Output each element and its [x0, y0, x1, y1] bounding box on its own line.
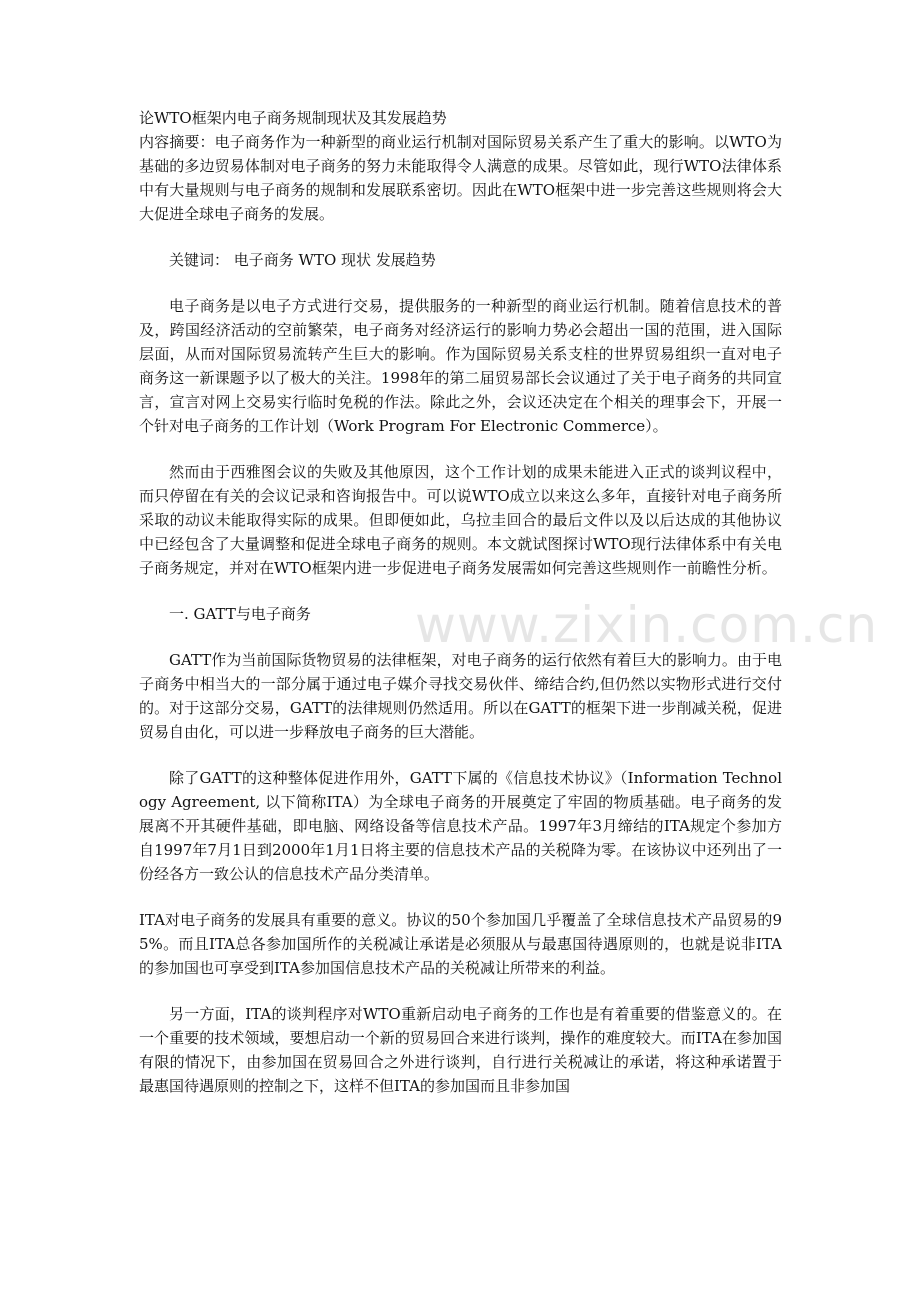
spacer [139, 744, 782, 766]
spacer [139, 980, 782, 1002]
keywords-line: 关键词： 电子商务 WTO 现状 发展趋势 [169, 251, 436, 269]
gatt-paragraph-3: ITA对电子商务的发展具有重要的意义。协议的50个参加国几乎覆盖了全球信息技术产品贸易的95%。而且ITA总各参加国所作的关税减让承诺是必须服从与最惠国待遇原则的，也就是说非ITA的参加国也可享受到ITA参加国信息技术产品的关税减让所带来的利益。 [139, 911, 782, 977]
spacer [139, 580, 782, 602]
spacer [139, 438, 782, 460]
watermark: www.zixin.com.cn [415, 596, 879, 654]
document-body [139, 106, 782, 1098]
intro-paragraph-2: 然而由于西雅图会议的失败及其他原因，这个工作计划的成果未能进入正式的谈判议程中，而只停留在有关的会议记录和咨询报告中。可以说WTO成立以来这么多年，直接针对电子商务所采取的动议未能取得实际的成果。但即便如此，乌拉圭回合的最后文件以及以后达成的其他协议中已经包含了大量调整和促进全球电子商务的规则。本文就试图探讨WTO现行法律体系中有关电子商务规定，并对在WTO框架内进一步促进电子商务发展需如何完善这些规则作一前瞻性分析。 [139, 463, 782, 577]
spacer [139, 626, 782, 648]
gatt-paragraph-2: 除了GATT的这种整体促进作用外，GATT下属的《信息技术协议》（Information Technology Agreement, 以下简称ITA）为全球电子商务的开展奠定了牢固的物质基础。电子商务的发展离不开其硬件基础，即电脑、网络设备等信息技术产品。1997年3月缔结的ITA规定个参加方自1997年7月1日到2000年1月1日将主要的信息技术产品的关税降为零。在该协议中还列出了一份经各方一致公认的信息技术产品分类清单。 [139, 769, 782, 883]
intro-paragraph-1: 电子商务是以电子方式进行交易，提供服务的一种新型的商业运行机制。随着信息技术的普及，跨国经济活动的空前繁荣，电子商务对经济运行的影响力势必会超出一国的范围，进入国际层面，从而对国际贸易流转产生巨大的影响。作为国际贸易关系支柱的世界贸易组织一直对电子商务这一新课题予以了极大的关注。1998年的第二届贸易部长会议通过了关于电子商务的共同宣言，宣言对网上交易实行临时免税的作法。除此之外，会议还决定在个相关的理事会下，开展一个针对电子商务的工作计划（Work Program For Electronic Commerce）。 [139, 297, 782, 435]
abstract-paragraph: 内容摘要：电子商务作为一种新型的商业运行机制对国际贸易关系产生了重大的影响。以WTO为基础的多边贸易体制对电子商务的努力未能取得令人满意的成果。尽管如此，现行WTO法律体系中有大量规则与电子商务的规制和发展联系密切。因此在WTO框架中进一步完善这些规则将会大大促进全球电子商务的发展。 [139, 133, 782, 223]
section-heading-gatt: 一. GATT与电子商务 [169, 605, 311, 623]
document-title: 论WTO框架内电子商务规制现状及其发展趋势 [139, 109, 447, 127]
spacer [139, 886, 782, 908]
gatt-paragraph-1: GATT作为当前国际货物贸易的法律框架，对电子商务的运行依然有着巨大的影响力。由于电子商务中相当大的一部分属于通过电子媒介寻找交易伙伴、缔结合约,但仍然以实物形式进行交付的。对于这部分交易，GATT的法律规则仍然适用。所以在GATT的框架下进一步削减关税，促进贸易自由化，可以进一步释放电子商务的巨大潜能。 [139, 651, 782, 741]
gatt-paragraph-4: 另一方面，ITA的谈判程序对WTO重新启动电子商务的工作也是有着重要的借鉴意义的。在一个重要的技术领域，要想启动一个新的贸易回合来进行谈判，操作的难度较大。而ITA在参加国有限的情况下，由参加国在贸易回合之外进行谈判，自行进行关税减让的承诺，将这种承诺置于最惠国待遇原则的控制之下，这样不但ITA的参加国而且非参加国 [139, 1005, 782, 1095]
spacer [139, 272, 782, 294]
spacer [139, 226, 782, 248]
